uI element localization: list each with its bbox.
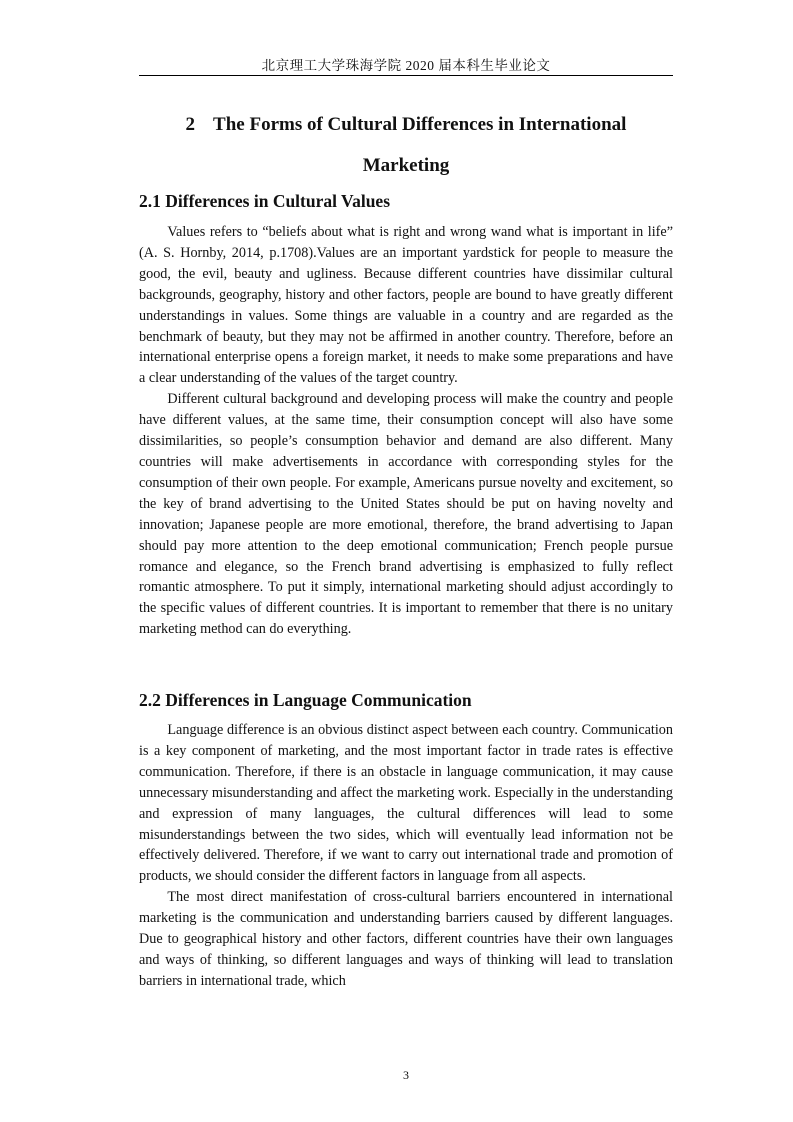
page-number: 3 xyxy=(403,1068,409,1082)
section-heading-2-1: 2.1 Differences in Cultural Values xyxy=(139,191,390,211)
section-body-2-2 xyxy=(139,720,673,992)
chapter-title xyxy=(139,104,673,186)
chapter-title-text: The Forms of Cultural Differences in International xyxy=(213,114,627,135)
paragraph: The most direct manifestation of cross-cultural barriers encountered in international marketing is the communication and understanding barriers caused by different languages. Due to geographical history and other factors, different countries have their own languages and ways of thinking, so different languages and ways of thinking will lead to translation barriers in international trade, which xyxy=(139,889,673,989)
paragraph: Language difference is an obvious distinct aspect between each country. Communication is a key component of marketing, and the most important factor in trade rates is effective communication. Therefore, if there is an obstacle in language communication, it may cause unnecessary misunderstanding and affect the marketing work. Especially in the understanding and expression of many languages, the cultural differences will lead to some misunderstandings between the two sides, which will eventually lead information not be effectively delivered. Therefore, if we want to carry out international trade and promotion of products, we should consider the different factors in language from all aspects. xyxy=(139,722,673,885)
section-heading-2-2: 2.2 Differences in Language Communication xyxy=(139,690,472,710)
running-header: 北京理工大学珠海学院 2020 届本科生毕业论文 xyxy=(261,58,551,73)
section-body-2-1 xyxy=(139,222,673,640)
paragraph: Values refers to “beliefs about what is right and wrong wand what is important in life” (A. S. Hornby, 2014, p.1708).Values are an important yardstick for people to measure the good, the evil, beauty and ugliness. Because different countries have dissimilar cultural backgrounds, geography, history and other factors, people are bound to have greatly different understandings in values. Some things are valuable in a country and are regarded as the benchmark of beauty, but they may not be affirmed in another country. Therefore, before an international enterprise opens a foreign market, it needs to make some preparations and have a clear understanding of the values of the target country. xyxy=(139,224,673,387)
chapter-title-line1 xyxy=(139,104,673,145)
paragraph: Different cultural background and developing process will make the country and people have different values, at the same time, their consumption concept will also have some dissimilarities, so people’s consumption behavior and demand are also different. Many countries will make advertisements in accordance with corresponding styles for the consumption of their own people. For example, Americans pursue novelty and excitement, so the key of brand advertising to the United States should be put on having novelty and innovation; Japanese people are more emotional, therefore, the brand advertising to Japan should pay more attention to the deep emotional communication; French people pursue romance and elegance, so the French brand advertising is emphasized to fully reflect romantic atmosphere. To put it simply, international marketing should adjust accordingly to the specific values of different countries. It is important to remember that there is no unitary marketing method can do everything. xyxy=(139,391,673,638)
header-rule xyxy=(139,75,673,76)
chapter-title-line2: Marketing xyxy=(362,155,450,176)
chapter-number: 2 xyxy=(185,114,196,135)
